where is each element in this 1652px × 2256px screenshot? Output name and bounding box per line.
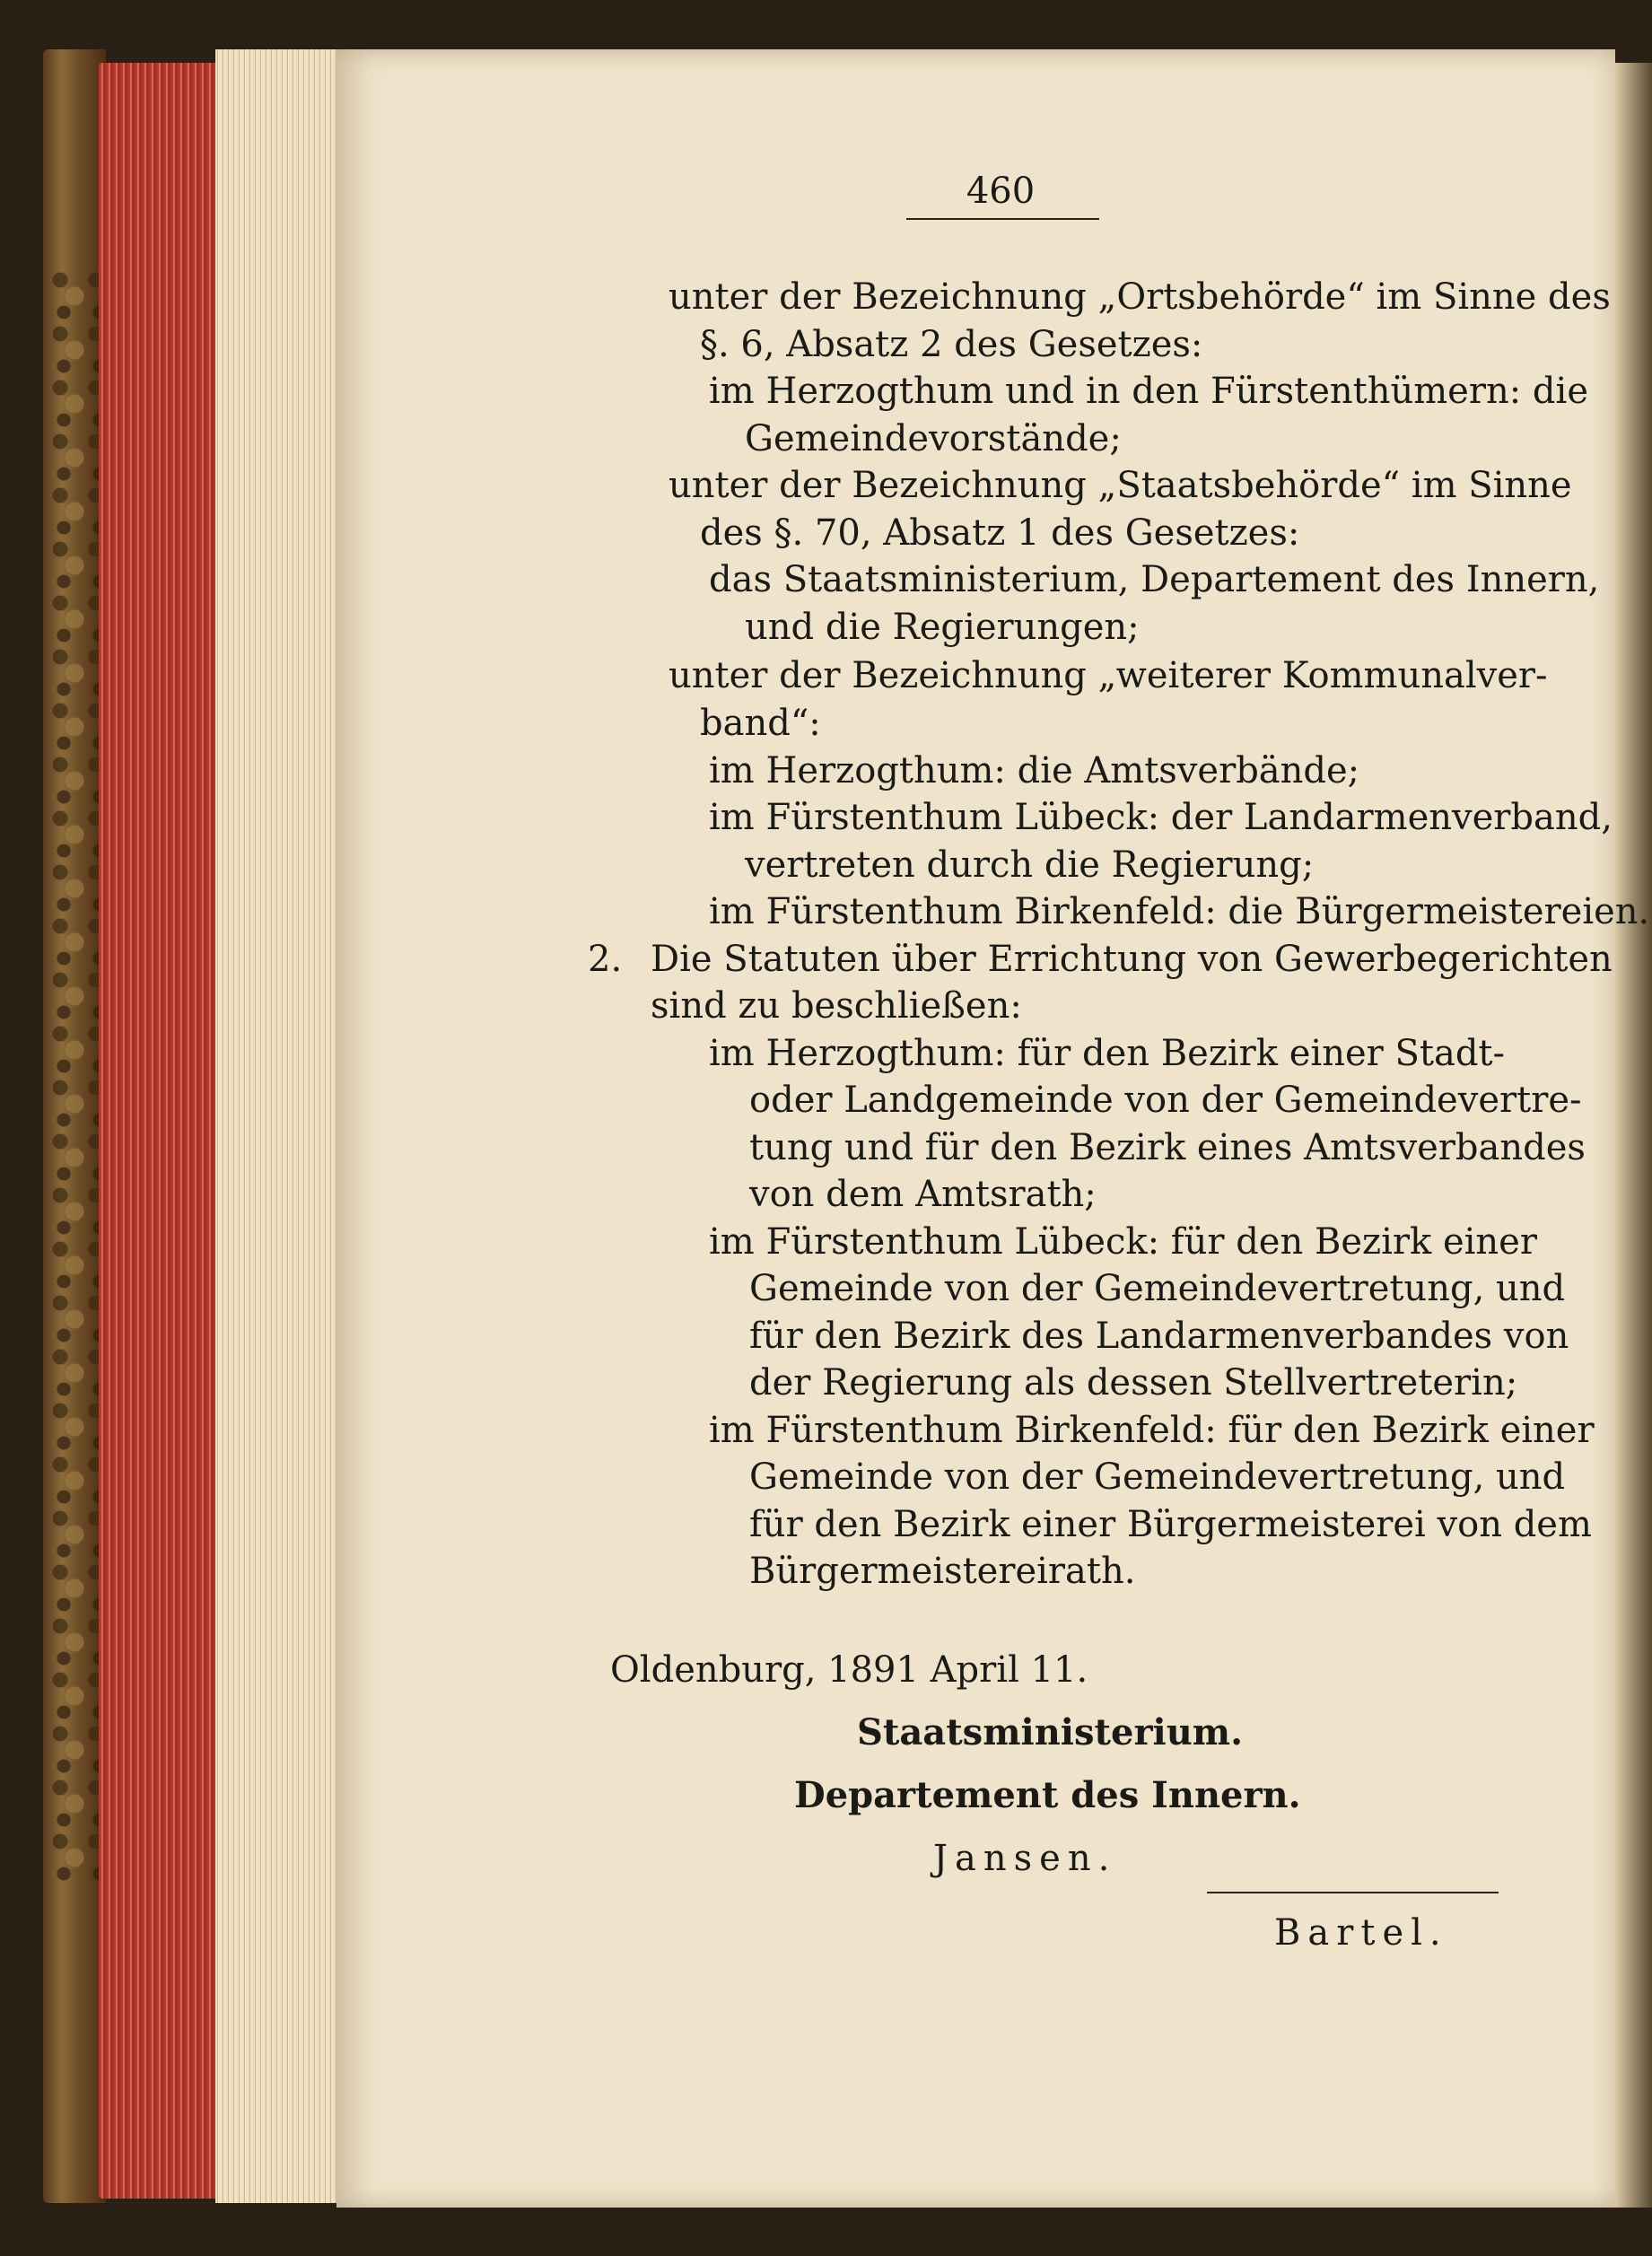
text-line: vertreten durch die Regierung; bbox=[745, 844, 1315, 886]
text-line: Gemeinde von der Gemeindevertretung, und bbox=[749, 1268, 1566, 1309]
item-number: 2. bbox=[588, 939, 623, 980]
text-line: im Herzogthum und in den Fürstenthümern: die bbox=[709, 371, 1588, 412]
text-line: für den Bezirk einer Bürgermeisterei von dem bbox=[749, 1504, 1592, 1545]
text-line: im Fürstenthum Lübeck: der Landarmenverband, bbox=[709, 797, 1613, 838]
text-line: Gemeindevorstände; bbox=[745, 418, 1122, 459]
text-line: und die Regierungen; bbox=[745, 607, 1140, 648]
text-line: Gemeinde von der Gemeindevertretung, und bbox=[749, 1456, 1566, 1498]
date-line: Oldenburg, 1891 April 11. bbox=[610, 1649, 1088, 1691]
text-line: im Herzogthum: die Amtsverbände; bbox=[709, 750, 1360, 791]
text-line: des §. 70, Absatz 1 des Gesetzes: bbox=[700, 512, 1300, 554]
text-line: tung und für den Bezirk eines Amtsverbandes bbox=[749, 1127, 1586, 1168]
text-line: unter der Bezeichnung „Staatsbehörde“ im Sinne bbox=[669, 465, 1572, 506]
text-line: von dem Amtsrath; bbox=[749, 1174, 1097, 1215]
department-title: Departement des Innern. bbox=[794, 1774, 1301, 1816]
page-number-rule bbox=[906, 218, 1099, 220]
text-line: Bürgermeistereirath. bbox=[749, 1551, 1136, 1592]
text-line: im Herzogthum: für den Bezirk einer Stadt- bbox=[709, 1033, 1506, 1074]
text-line: im Fürstenthum Birkenfeld: die Bürgermeistereien. bbox=[709, 891, 1650, 932]
page-number: 460 bbox=[966, 171, 1036, 212]
signature-jansen: Jansen. bbox=[933, 1838, 1117, 1879]
signature-rule bbox=[1207, 1892, 1499, 1893]
ministry-title: Staatsministerium. bbox=[857, 1711, 1244, 1753]
text-line: band“: bbox=[700, 703, 821, 744]
text-line: unter der Bezeichnung „weiterer Kommunalver- bbox=[669, 655, 1548, 696]
text-line: Die Statuten über Errichtung von Gewerbegerichten bbox=[651, 939, 1613, 980]
text-line: im Fürstenthum Lübeck: für den Bezirk einer bbox=[709, 1221, 1537, 1263]
text-line: im Fürstenthum Birkenfeld: für den Bezirk einer bbox=[709, 1410, 1595, 1451]
text-line: unter der Bezeichnung „Ortsbehörde“ im Sinne des bbox=[669, 276, 1611, 318]
text-line: der Regierung als dessen Stellvertreterin; bbox=[749, 1362, 1518, 1403]
text-line: das Staatsministerium, Departement des Innern, bbox=[709, 559, 1600, 600]
text-line: sind zu beschließen: bbox=[651, 985, 1022, 1027]
text-line: für den Bezirk des Landarmenverbandes von bbox=[749, 1316, 1569, 1357]
signature-bartel: Bartel. bbox=[1274, 1912, 1448, 1954]
text-line: oder Landgemeinde von der Gemeindevertre- bbox=[749, 1080, 1582, 1121]
text-line: §. 6, Absatz 2 des Gesetzes: bbox=[700, 324, 1203, 365]
